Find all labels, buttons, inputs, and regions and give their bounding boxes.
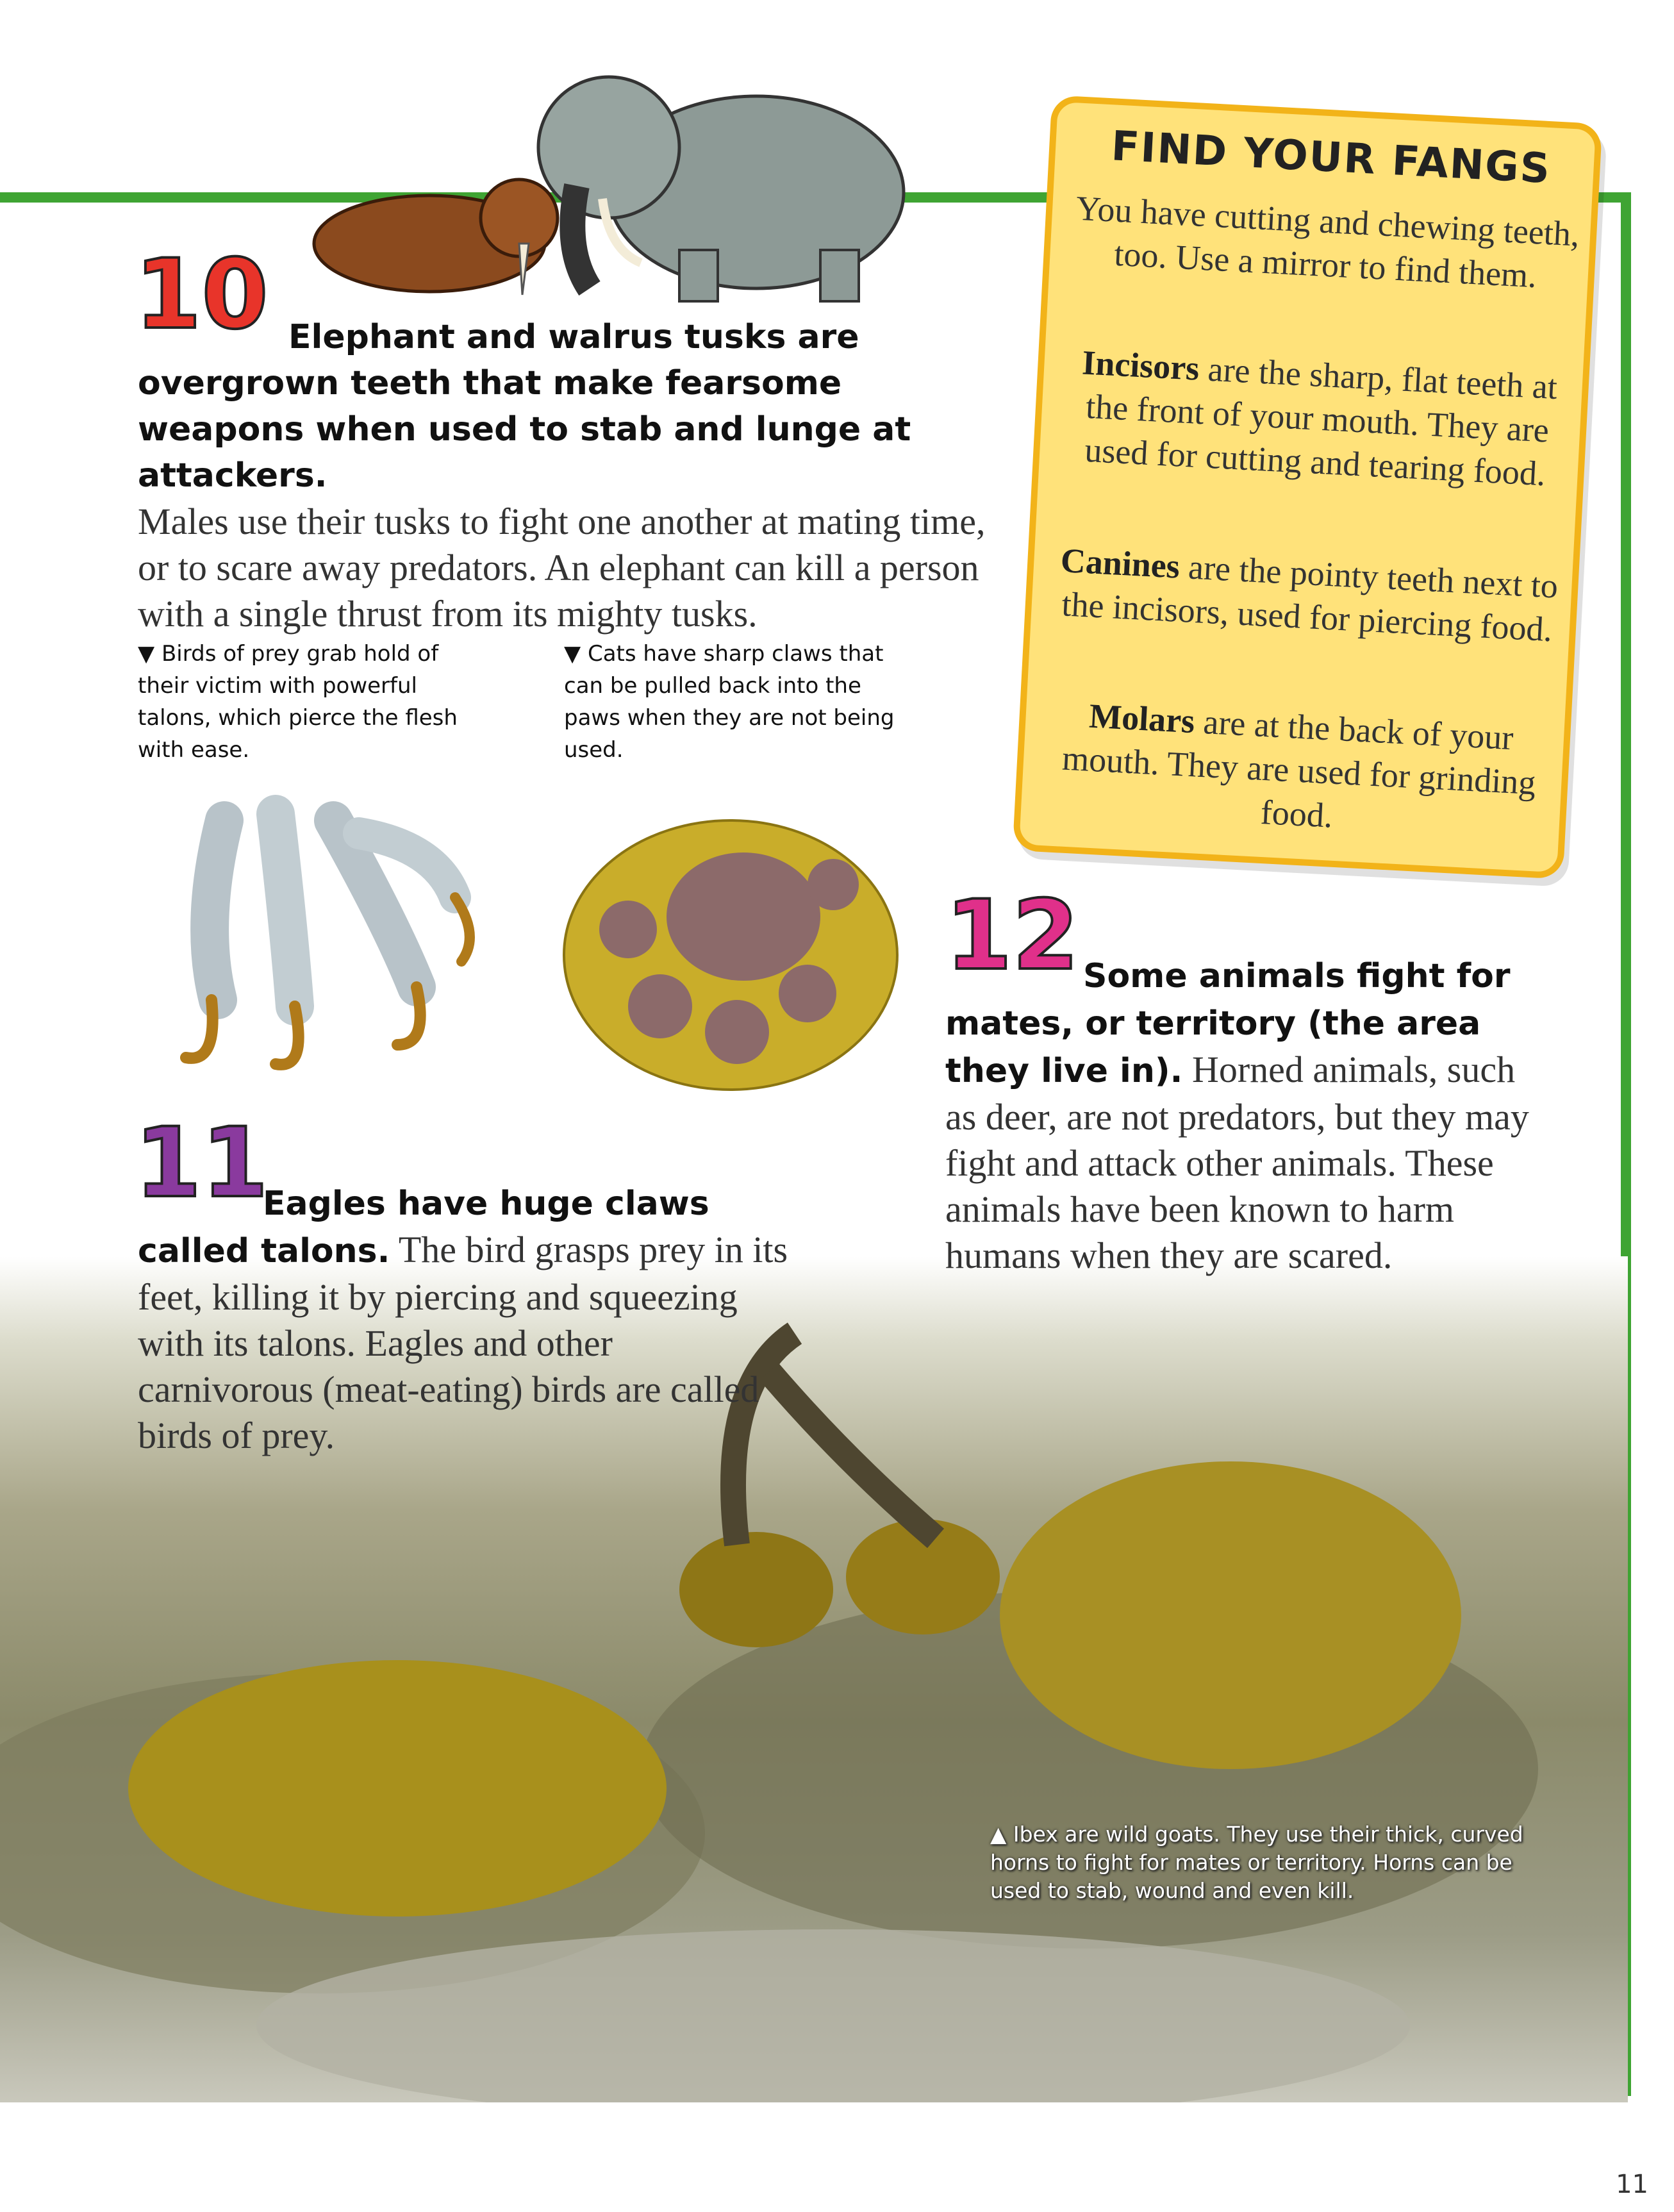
caption-birds-of-prey: ▼ Birds of prey grab hold of their victim with powerful talons, which pierce the flesh with ease. <box>138 641 458 763</box>
section-number-12: 12 <box>945 880 1079 992</box>
page-number: 11 <box>1616 2170 1648 2199</box>
canines-term: Canines <box>1059 541 1181 586</box>
ibex-left-body <box>128 1660 667 1917</box>
paw-toe-pad <box>808 859 859 910</box>
fangs-molars <box>1040 692 1559 849</box>
section-11-paragraph <box>138 1179 791 1459</box>
section-12-heading: Some animals fight for mates, or territory (the area they live in). <box>945 957 1511 1090</box>
eagle-talons-illustration <box>147 795 506 1077</box>
molars-term: Molars <box>1088 696 1196 741</box>
caption-cats: ▼ Cats have sharp claws that can be pulled back into the paws when they are not being used. <box>564 641 895 763</box>
talon-toe <box>276 814 295 1006</box>
elephant-leg <box>679 250 718 301</box>
elephant-head <box>538 77 679 218</box>
section-12-paragraph <box>945 952 1535 1279</box>
caption-ibex: ▲ Ibex are wild goats. They use their thick, curved horns to fight for mates or territory. Horns can be used to stab, wound and even kill. <box>990 1822 1523 1903</box>
incisors-term: Incisors <box>1081 343 1200 388</box>
section-11-heading: Eagles have huge claws called talons. <box>138 1185 709 1270</box>
section-11-body: The bird grasps prey in its feet, killing it by piercing and squeezing with its talons. Eagles and other carnivorous (meat-eating) birds are called birds of prey. <box>138 1229 788 1456</box>
canines-text: are the pointy teeth next to the incisors, used for piercing food. <box>1061 547 1559 649</box>
paw-toe-pad <box>628 974 692 1038</box>
paw-toe-pad <box>779 965 836 1022</box>
paw-main-pad <box>667 852 820 981</box>
section-12-body: Horned animals, such as deer, are not predators, but they may fight and attack other animals. These animals have been known to harm humans when they are scared. <box>945 1049 1529 1276</box>
talon-claw <box>186 1000 213 1058</box>
elephant-trunk <box>572 186 590 288</box>
paw-toe-pad <box>705 1000 769 1064</box>
molars-text: are at the back of your mouth. They are used for grinding food. <box>1061 703 1537 835</box>
elephant-leg <box>820 250 859 301</box>
section-number-10: 10 <box>135 239 269 351</box>
section-10-heading <box>138 314 1009 499</box>
section-10-heading-text: Elephant and walrus tusks are overgrown teeth that make fearsome weapons when used to stab and lunge at attackers. <box>138 318 911 495</box>
section-11 <box>138 1179 791 1459</box>
ibex-right-horn <box>769 1372 936 1538</box>
fangs-canines <box>1050 538 1566 652</box>
talon-toe <box>210 820 224 1000</box>
ibex-left-head <box>679 1532 833 1647</box>
cat-paw-illustration <box>551 814 910 1122</box>
find-your-fangs-box <box>1013 95 1603 879</box>
fangs-box-title: FIND YOUR FANGS <box>1110 122 1552 194</box>
section-10-body: Males use their tusks to fight one another at mating time, or to scare away predators. An elephant can kill a person with a single thrust from its mighty tusks. <box>138 501 986 635</box>
fangs-incisors <box>1058 340 1577 497</box>
section-10 <box>138 314 1009 637</box>
paw-toe-pad <box>599 901 657 958</box>
fangs-intro: You have cutting and chewing teeth, too. Use a mirror to find them. <box>1075 188 1580 295</box>
walrus-elephant-illustration <box>308 38 936 308</box>
ibex-right-body <box>1000 1461 1461 1769</box>
incisors-text: are the sharp, flat teeth at the front of your mouth. They are used for cutting and tearing food. <box>1084 349 1559 494</box>
section-number-11: 11 <box>135 1108 269 1219</box>
section-12 <box>945 952 1535 1279</box>
